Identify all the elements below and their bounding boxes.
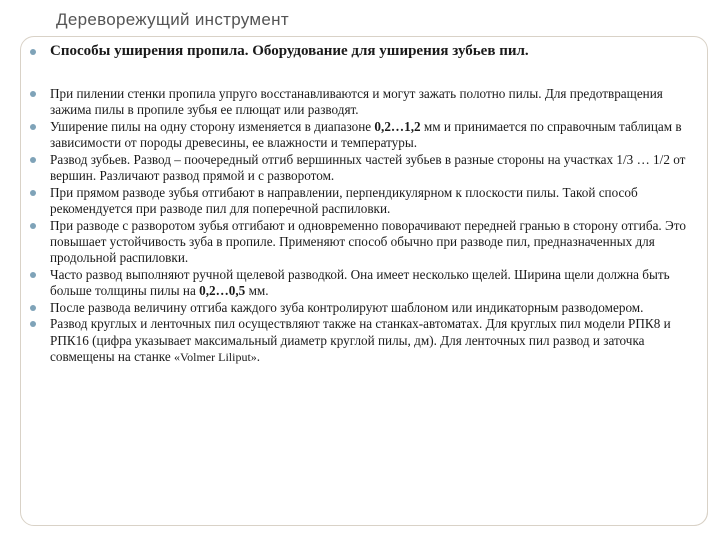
text-part: Уширение пилы на одну сторону изменяется в диапазоне bbox=[50, 118, 375, 134]
section-heading: Способы уширения пропила. Оборудование для уширения зубьев пил. bbox=[50, 43, 529, 59]
text-part: мм. bbox=[245, 282, 269, 298]
list-item-text bbox=[36, 119, 690, 151]
text-part: Развод круглых и ленточных пил осуществляют также на станках-автоматах. Для круглых пил модели РПК8 и РПК16 (цифра указывает максимальный диаметр круглой пилы, дм). Для ленточных пил развод и заточка совмещены на станке bbox=[50, 316, 671, 364]
bullet-list bbox=[30, 86, 690, 365]
text-part: мм и принимается по справочным таблицам в зависимости от породы древесины, ее влажности и температуры. bbox=[50, 118, 682, 151]
text-part: Часто развод выполняют ручной щелевой разводкой. Она имеет несколько щелей. Ширина щели должна быть больше толщины пилы на bbox=[50, 266, 670, 298]
list-item bbox=[30, 152, 690, 184]
list-item bbox=[30, 119, 690, 151]
list-item-text: Развод зубьев. Развод – поочередный отгиб вершинных частей зубьев в разные стороны на участках 1/3 … 1/2 от вершин. Различают развод прямой и с разворотом. bbox=[50, 151, 686, 184]
list-item bbox=[30, 267, 690, 299]
list-item bbox=[30, 218, 690, 267]
list-item bbox=[30, 300, 690, 316]
slide-title: Дереворежущий инструмент bbox=[56, 10, 289, 29]
heading-row bbox=[30, 43, 690, 60]
list-item-text bbox=[36, 316, 690, 365]
list-item-text bbox=[36, 267, 690, 299]
list-item-text: После развода величину отгиба каждого зуба контролируют шаблоном или индикаторным разводомером. bbox=[50, 299, 644, 315]
list-item bbox=[30, 185, 690, 217]
list-item bbox=[30, 86, 690, 118]
list-item-text: При прямом разводе зубья отгибают в направлении, перпендикулярном к плоскости пилы. Такой способ рекомендуется при разводе пил для поперечной распиловки. bbox=[50, 184, 638, 216]
text-part: . bbox=[256, 348, 261, 364]
list-item-text: При разводе с разворотом зубья отгибают и одновременно поворачивают передней гранью в сторону отгиба. Это повышает устойчивость зуба в пропиле. Применяют способ обычно при разводе пил, предназначенных для продольной распиловки. bbox=[50, 217, 686, 266]
list-item bbox=[30, 316, 690, 365]
range-value: 0,2…1,2 bbox=[374, 118, 421, 134]
list-item-text: При пилении стенки пропила упруго восстанавливаются и могут зажать полотно пилы. Для предотвращения зажима пилы в пропиле зубья ее плющат или разводят. bbox=[50, 86, 663, 118]
machine-name: «Volmer Liliput» bbox=[174, 349, 257, 364]
range-value: 0,2…0,5 bbox=[199, 282, 246, 298]
